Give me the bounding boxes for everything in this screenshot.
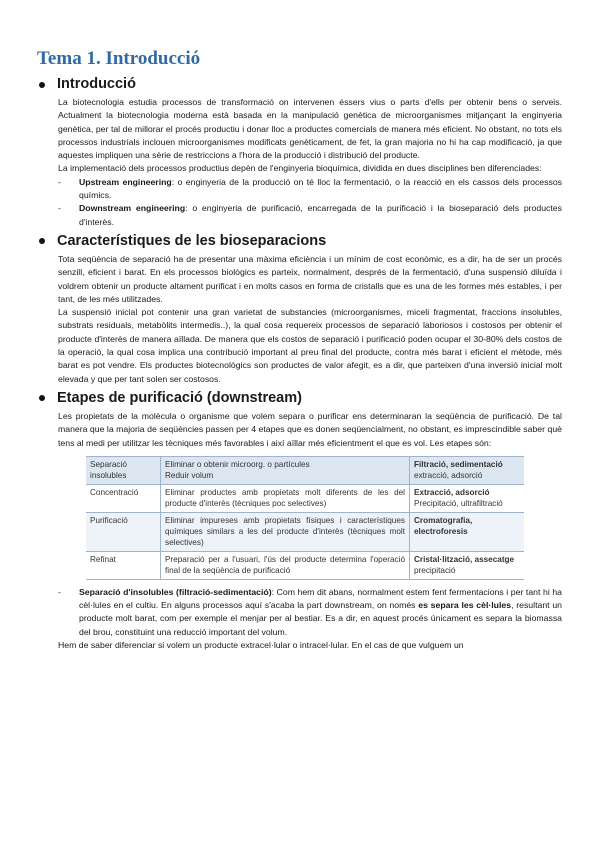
dash-list: [58, 176, 562, 229]
list-term: Separació d'insolubles: [79, 586, 174, 597]
list-item: [58, 176, 562, 203]
section-etapes: [37, 389, 562, 652]
stage-cell: Concentració: [86, 484, 161, 512]
paragraph: Hem de saber diferenciar si volem un producte extracel·lular o intracel·lular. En el cas de que vulguem un: [58, 640, 464, 651]
stage-cell: Purificació: [86, 512, 161, 551]
paragraph: Tota seqüència de separació ha de presentar una màxima eficiència i un mínim de cost econòmic, es a dir, ha de ser un procés senzill, eficient i barat. En els processos biològics es parteix, normalment, després de la fermentació, d'una suspensió diluïda i voldrem obtenir un producte altament purificat i en molts casos en forma de cristalls que es una de les formes més estables, i per tant, de les més utilitzades.: [58, 253, 562, 304]
bullet-icon: [39, 395, 45, 401]
section-body: [37, 410, 562, 652]
techniques-rest: Precipitació, ultrafiltració: [414, 498, 503, 508]
section-heading: Introducció: [57, 76, 136, 92]
section-heading-row: [37, 389, 562, 408]
techniques-cell: [410, 551, 525, 579]
table-row: [86, 551, 524, 579]
techniques-cell: [410, 484, 525, 512]
techniques-bold: Cristal·lització, assecatge: [414, 554, 515, 564]
paragraph: Les propietats de la molècula o organisme que volem separa o purificar ens determinaran la seqüència de purificació. De tal manera que la majoria de seqüències passen per 4 etapes que es donen seqüencialment, no obstant, es imprescindible saber què tens al medi per utilitzar les tècniques més favorables i així aïllar més eficientment el que es vol. Les etapes són:: [58, 410, 562, 448]
section-body: [37, 96, 562, 229]
list-bold-phrase: es separa les cèl·lules: [418, 600, 512, 611]
paragraph: La biotecnologia estudia processos de transformació on intervenen éssers vius o parts d'ells per obtenir bens o serveis. Actualment la biotecnologia moderna està basada en la manipulació genètica de microorganismes mitjançant la enginyeria genètica, per tal de millorar el procés productiu i donar lloc a productes comercials de manera més eficient. No obstant, no tots els processos industrials inclouen microorganismes modificats genèticament, de fet, la gran majoria no hi ha cap modificació, ja que aquestes impliquen una sèrie de restriccions a l'hora de la producció i distribució del producte.: [58, 97, 562, 161]
techniques-cell: [410, 456, 525, 484]
list-text: : o enginyeria de la producció on té lloc la fermentació, o la reacció en els cassos dels processos químics.: [79, 176, 562, 201]
page-title: Tema 1. Introducció: [37, 48, 201, 69]
section-introduccio: [37, 75, 562, 229]
bullet-icon: [39, 238, 45, 244]
paragraph: La suspensió inicial pot contenir una gran varietat de substancies (microorganismes, miceli fragmentat, fraccions insolubles, substrats residuals, metabòlits intermedis..), la qual cosa requereix processos de separació laboriosos i costosos per obtenir el producte d'interès de manera aïllada. De manera que els costos de separació i purificació poden ocupar el 30-80% dels costos de la operació, la qual cosa implica una contribució important al preu final del producte, contra més barat i eficient el mètode, més barat es pot vendre. Els productes biotecnològics son productes de valor afegit, es a dir, que parteixen d'una inversió inicial molt elevada y que per tant solen ser costosos.: [58, 307, 562, 384]
list-term: Upstream engineering: [79, 176, 172, 187]
list-text: , resultant un producte molt barat, com per exemple el menjar per al bestiar. Es a dir, en aquest procés únicament es separa la biomassa del brou, constituint una reducció important del volum.: [79, 600, 562, 637]
table-row: [86, 512, 524, 551]
stage-cell: Separació insolubles: [86, 456, 161, 484]
list-term-paren: (filtració-sedimentació): [173, 586, 272, 597]
section-heading-row: [37, 75, 562, 94]
techniques-cell: [410, 512, 525, 551]
section-heading: Característiques de les bioseparacions: [57, 232, 327, 249]
paragraph: La implementació dels processos productius depèn de l'enginyeria bioquímica, dividida en dues disciplines ben diferenciades:: [58, 163, 542, 174]
section-heading: Etapes de purificació (downstream): [57, 389, 302, 406]
techniques-bold: Cromatografia, electroforesis: [414, 515, 473, 536]
bullet-icon: [39, 82, 45, 88]
table-row: [86, 484, 524, 512]
techniques-bold: Extracció, adsorció: [414, 487, 490, 497]
purification-stages-table: [86, 456, 524, 580]
list-item: [58, 586, 562, 639]
section-caracteristiques: [37, 232, 562, 386]
techniques-rest: precipitació: [414, 565, 456, 575]
dash-list: [58, 586, 562, 639]
description-cell: Eliminar o obtenir microorg. o partícules Reduir volum: [161, 456, 410, 484]
list-item: [58, 202, 562, 229]
techniques-bold: Filtració, sedimentació: [414, 459, 503, 469]
section-body: [37, 253, 562, 386]
list-text: : Com hem dit abans, normalment estem fent fermentacions i per tant hi ha cèl·lules en el cultiu. En alguns processos aquí s'acaba la part downstream, on només: [79, 586, 562, 611]
list-text: : o enginyeria de purificació, encarregada de la purificació i la bioseparació dels productes d'interès.: [79, 203, 562, 227]
stage-cell: Refinat: [86, 551, 161, 579]
description-cell: Eliminar impureses amb propietats físiques i característiques químiques similars a les del producte d'interès (tècniques molt selectives): [161, 512, 410, 551]
description-cell: Preparació per a l'usuari, l'ús del producte determina l'operació final de la seqüència de purificació: [161, 551, 410, 579]
section-heading-row: [37, 232, 562, 251]
list-term: Downstream engineering: [79, 203, 186, 214]
table-row: [86, 456, 524, 484]
description-cell: Eliminar productes amb propietats molt diferents de les del producte d'interès (tècniques poc selectives): [161, 484, 410, 512]
techniques-rest: extracció, adsorció: [414, 470, 483, 480]
